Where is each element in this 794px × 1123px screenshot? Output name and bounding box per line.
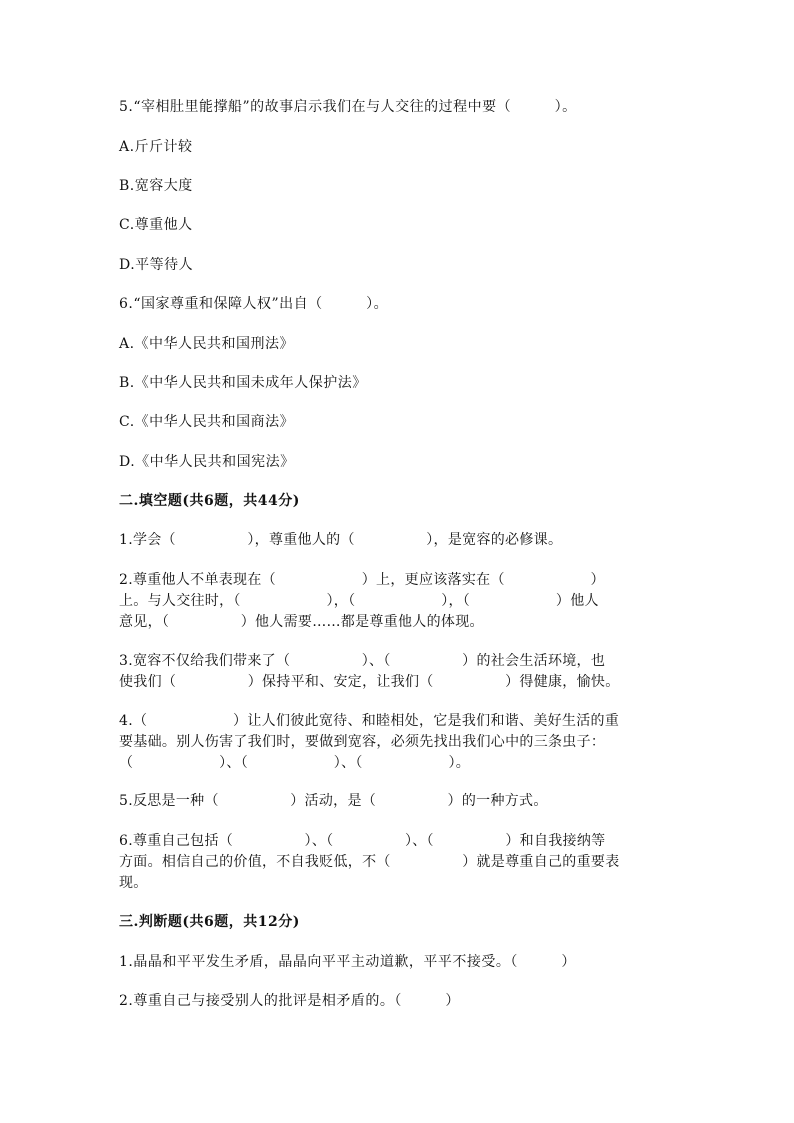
fill-item-2-line-1: 2.尊重他人不单表现在（ ）上，更应该落实在（ ） xyxy=(119,572,605,588)
question-5-option-b: B.宽容大度 xyxy=(119,178,193,194)
judge-item-2: 2.尊重自己与接受别人的批评是相矛盾的。（ ） xyxy=(119,993,460,1009)
fill-item-6 xyxy=(119,831,679,894)
fill-item-2-line-2: 上。与人交往时，（ ），（ ），（ ）他人 xyxy=(119,593,599,609)
fill-item-2-line-3: 意见，（ ）他人需要……都是尊重他人的体现。 xyxy=(119,614,484,630)
question-5-option-d: D.平等待人 xyxy=(119,257,194,273)
fill-item-6-line-2: 方面。相信自己的价值，不自我贬低，不（ ）就是尊重自己的重要表 xyxy=(119,854,620,870)
question-5-option-c: C.尊重他人 xyxy=(119,217,193,233)
question-6-option-a: A.《中华人民共和国刑法》 xyxy=(119,336,295,352)
section-heading-fill: 二.填空题(共6题，共44分) xyxy=(119,493,300,509)
question-5-stem: 5.“宰相肚里能撑船”的故事启示我们在与人交往的过程中要（ ）。 xyxy=(119,99,577,115)
fill-item-1 xyxy=(119,530,679,551)
fill-item-6-line-3: 现。 xyxy=(119,875,148,891)
judge-item-1: 1.晶晶和平平发生矛盾，晶晶向平平主动道歉，平平不接受。（ ） xyxy=(119,954,576,970)
fill-item-3-line-1: 3.宽容不仅给我们带来了（ ）、（ ）的社会生活环境，也 xyxy=(119,653,606,669)
fill-item-6-line-1: 6.尊重自己包括（ ）、（ ）、（ ）和自我接纳等 xyxy=(119,833,606,849)
fill-item-4 xyxy=(119,711,679,774)
question-6-option-d: D.《中华人民共和国宪法》 xyxy=(119,454,295,470)
fill-item-3-line-2: 使我们（ ）保持平和、安定，让我们（ ）得健康，愉快。 xyxy=(119,674,620,690)
question-6-stem: 6.“国家尊重和保障人权”出自（ ）。 xyxy=(119,296,389,312)
fill-item-1-line-1: 1.学会（ ），尊重他人的（ ），是宽容的必修课。 xyxy=(119,532,563,548)
fill-item-4-line-2: 要基础。别人伤害了我们时，要做到宽容，必须先找出我们心中的三条虫子： xyxy=(119,734,606,750)
fill-item-3 xyxy=(119,651,679,693)
fill-item-4-line-3: （ ）、（ ）、（ ）。 xyxy=(119,755,471,771)
fill-item-2 xyxy=(119,570,679,633)
question-6-option-b: B.《中华人民共和国未成年人保护法》 xyxy=(119,375,367,391)
fill-item-5-line-1: 5.反思是一种（ ）活动，是（ ）的一种方式。 xyxy=(119,793,548,809)
fill-item-5 xyxy=(119,791,679,812)
question-6-option-c: C.《中华人民共和国商法》 xyxy=(119,414,295,430)
question-5-option-a: A.斤斤计较 xyxy=(119,139,193,155)
fill-item-4-line-1: 4.（ ）让人们彼此宽待、和睦相处，它是我们和谐、美好生活的重 xyxy=(119,713,620,729)
section-heading-judge: 三.判断题(共6题，共12分) xyxy=(119,914,300,930)
